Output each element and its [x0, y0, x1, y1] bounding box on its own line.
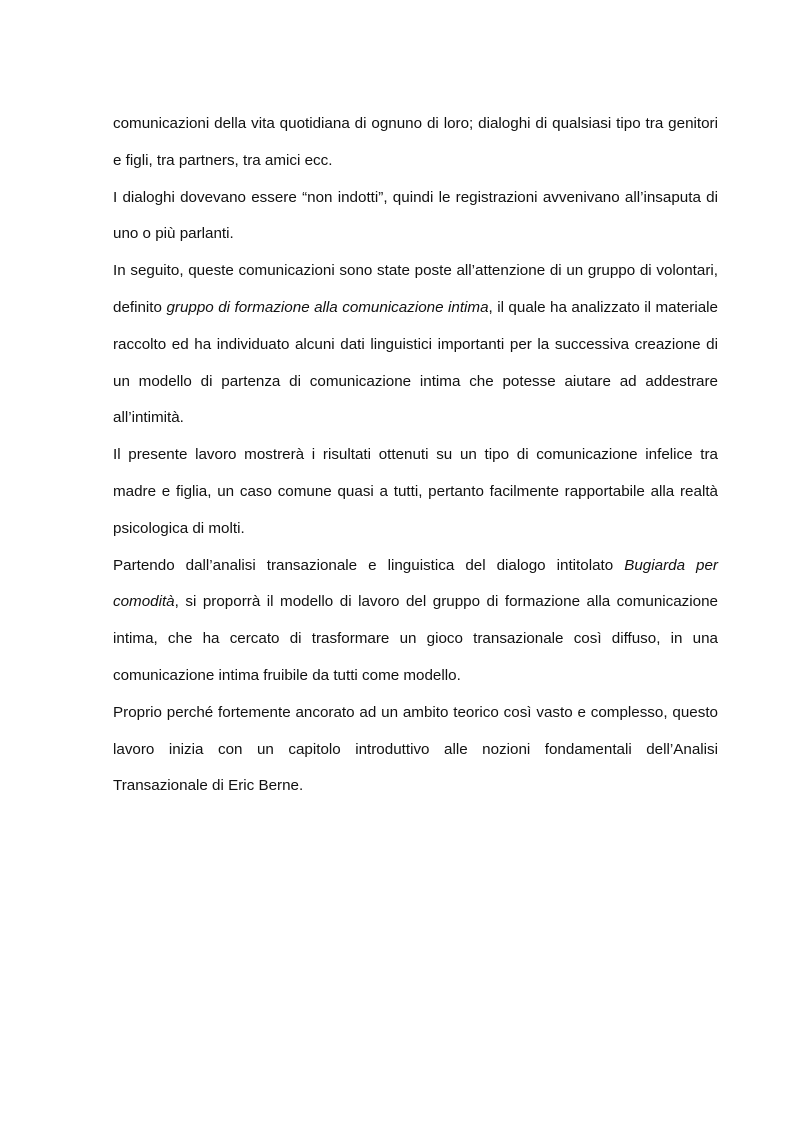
paragraph-3-text-after: , il quale ha analizzato il materiale raccolto ed ha individuato alcuni dati linguistici importanti per la successiva creazione di un modello di partenza di comunicazione intima che potesse aiutare ad addestrare all’intimità. — [113, 298, 718, 427]
paragraph-2 — [113, 180, 718, 254]
paragraph-5 — [113, 548, 718, 695]
paragraph-5-text-before: Partendo dall’analisi transazionale e linguistica del dialogo intitolato — [113, 556, 625, 574]
paragraph-6-text: Proprio perché fortemente ancorato ad un ambito teorico così vasto e complesso, questo lavoro inizia con un capitolo introduttivo alle nozioni fondamentali dell’Analisi Transazionale di Eric Berne. — [113, 703, 718, 795]
paragraph-6 — [113, 695, 718, 805]
paragraph-5-italic-title: Bugiarda per comodità — [113, 556, 718, 611]
paragraph-4 — [113, 437, 718, 547]
body-text — [113, 106, 718, 805]
paragraph-3-text-before: In seguito, queste comunicazioni sono state poste all’attenzione di un gruppo di volontari, definito — [113, 262, 718, 316]
paragraph-1-text: comunicazioni della vita quotidiana di ognuno di loro; dialoghi di qualsiasi tipo tra genitori e figli, tra partners, tra amici ecc. — [113, 115, 718, 169]
paragraph-5-text-after: , si proporrà il modello di lavoro del gruppo di formazione alla comunicazione intima, che ha cercato di trasformare un gioco transazionale così diffuso, in una comunicazione intima fruibile da tutti come modello. — [113, 593, 718, 684]
paragraph-4-text: Il presente lavoro mostrerà i risultati ottenuti su un tipo di comunicazione infelice tra madre e figlia, un caso comune quasi a tutti, pertanto facilmente rapportabile alla realtà psicologica di molti. — [113, 446, 718, 537]
paragraph-3 — [113, 253, 718, 437]
paragraph-1 — [113, 106, 718, 180]
paragraph-3-italic-term: gruppo di formazione alla comunicazione intima — [166, 298, 489, 316]
paragraph-2-text: I dialoghi dovevano essere “non indotti”, quindi le registrazioni avvenivano all’insaputa di uno o più parlanti. — [113, 188, 718, 243]
